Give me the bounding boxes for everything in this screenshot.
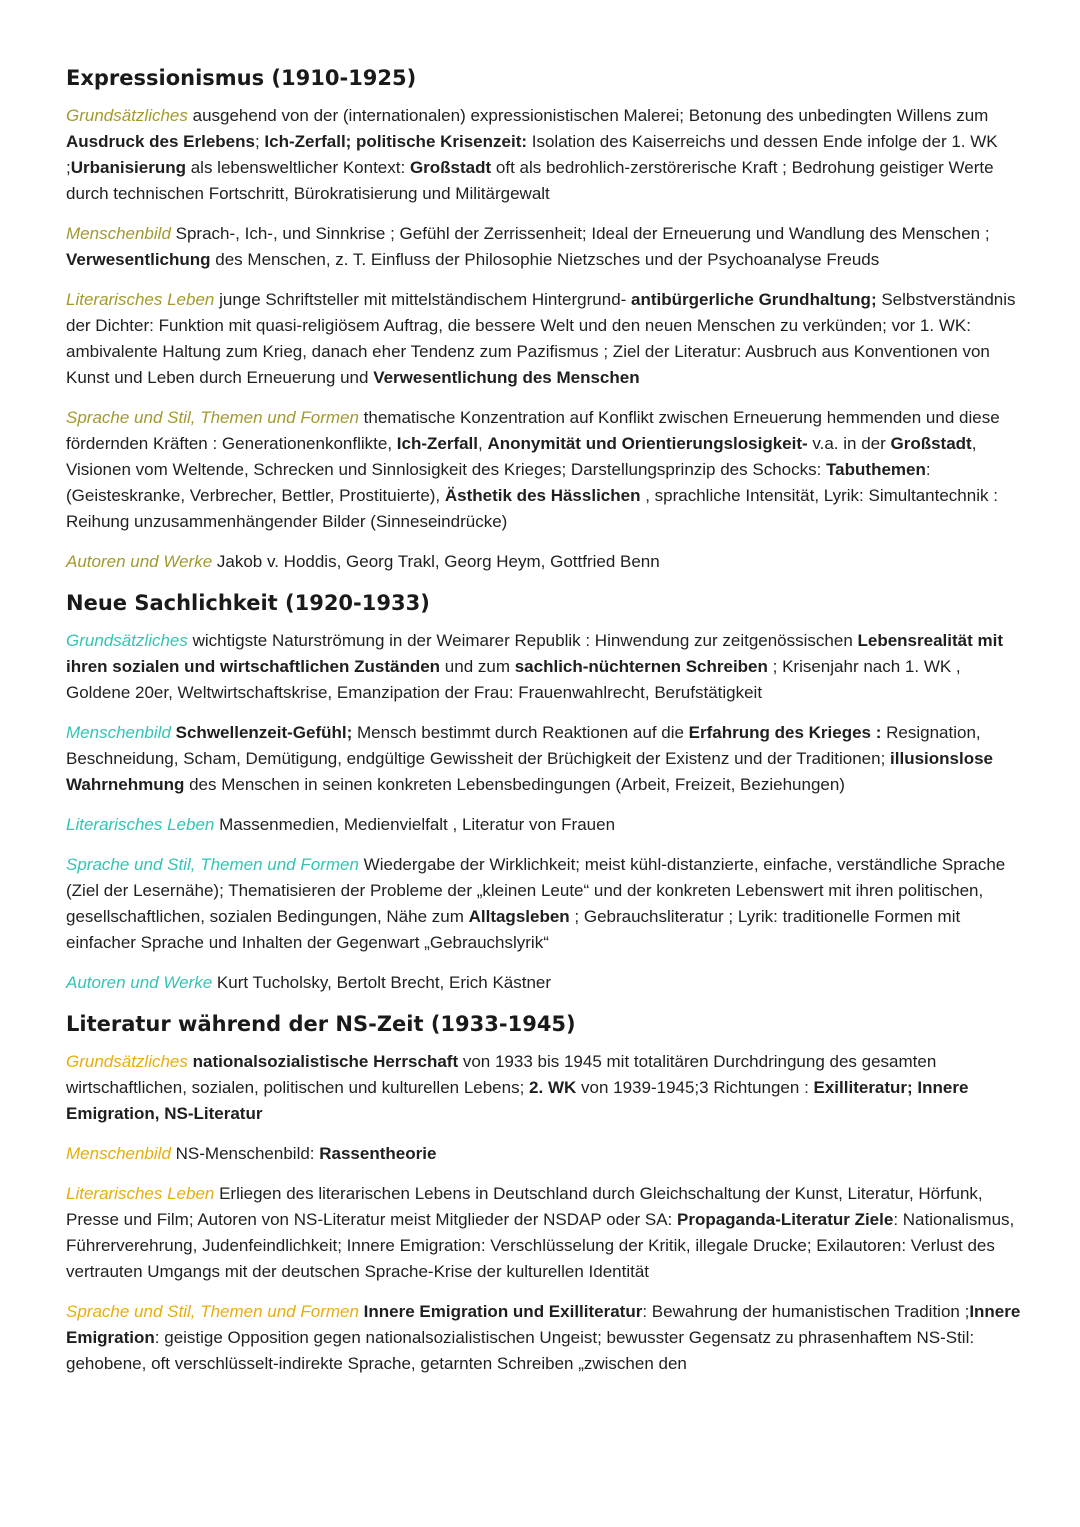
bold-text: Verwesentlichung des Menschen (373, 368, 640, 387)
bold-text: Innere Emigration und Exilliteratur (363, 1302, 643, 1321)
paragraph-label: Sprache und Stil, Themen und Formen (66, 1302, 359, 1321)
paragraph (66, 549, 1024, 575)
text: junge Schriftsteller mit mittelständischem Hintergrund- (214, 290, 632, 309)
bold-text: Propaganda-Literatur Ziele (677, 1210, 894, 1229)
bold-text: Alltagsleben (468, 907, 570, 926)
text: : geistige Opposition gegen nationalsozialistischen Ungeist; bewusster Gegensatz zu phrasenhaftem NS-Stil: gehobene, oft verschlüsselt-indirekte Sprache, getarnten Schreiben „zwischen den (66, 1328, 975, 1373)
text: Sprach-, Ich-, und Sinnkrise ; Gefühl der Zerrissenheit; Ideal der Erneuerung und Wandlung des Menschen ; (170, 224, 990, 243)
text: von 1933 bis 1945 mit totalitären Durchdringung des gesamten wirtschaftlichen, sozialen, politischen und kulturellen Lebens; (66, 1052, 937, 1097)
bold-text: Schwellenzeit-Gefühl; (175, 723, 353, 742)
paragraph (66, 812, 1024, 838)
text: : Bewahrung der humanistischen Tradition ; (642, 1302, 970, 1321)
text: Isolation des Kaiserreichs und dessen Ende infolge der 1. WK ; (66, 132, 998, 177)
text: des Menschen, z. T. Einfluss der Philosophie Nietzsches und der Psychoanalyse Freuds (210, 250, 880, 269)
bold-text: Ich-Zerfall; politische Krisenzeit: (264, 132, 528, 151)
bold-text: Großstadt (409, 158, 492, 177)
bold-text: illusionslose Wahrnehmung (66, 749, 994, 794)
paragraph-label: Sprache und Stil, Themen und Formen (66, 408, 359, 427)
text: wichtigste Naturströmung in der Weimarer Republik : Hinwendung zur zeitgenössischen (187, 631, 858, 650)
paragraph (66, 1141, 1024, 1167)
paragraph-label: Menschenbild (66, 723, 171, 742)
bold-text: nationalsozialistische Herrschaft (192, 1052, 459, 1071)
text: NS-Menschenbild: (170, 1144, 320, 1163)
text: Selbstverständnis der Dichter: Funktion mit quasi-religiösem Auftrag, die bessere Welt und den neuen Menschen zu verkünden; vor 1. WK: ambivalente Haltung zum Krieg, danach eher Tendenz zum Pazifismus ; Ziel der Literatur: Ausbruch aus Konventionen von Kunst und Leben durch Erneuerung und (66, 290, 1016, 387)
text: oft als bedrohlich-zerstörerische Kraft ; Bedrohung geistiger Werte durch technischen Fortschritt, Bürokratisierung und Militärgewalt (66, 158, 994, 203)
paragraph-label: Sprache und Stil, Themen und Formen (66, 855, 359, 874)
paragraph (66, 970, 1024, 996)
paragraph (66, 1049, 1024, 1127)
section (66, 589, 1024, 996)
section-title: Expressionismus (1910-1925) (66, 66, 417, 90)
bold-text: Ästhetik des Hässlichen (444, 486, 641, 505)
paragraph (66, 221, 1024, 273)
section-title: Neue Sachlichkeit (1920-1933) (66, 591, 430, 615)
text: Wiedergabe der Wirklichkeit; meist kühl-distanzierte, einfache, verständliche Sprache (Ziel der Lesernähe); Thematisieren der Probleme der „kleinen Leute“ und der konkreten Lebenswert mit ihren politischen, gesellschaftlichen, sozialen Bedingungen, Nähe zum (66, 855, 1006, 926)
text: von 1939-1945;3 Richtungen : (576, 1078, 814, 1097)
bold-text: sachlich-nüchternen Schreiben (514, 657, 768, 676)
text: ausgehend von der (internationalen) expressionistischen Malerei; Betonung des unbedingten Willens zum (187, 106, 989, 125)
paragraph-label: Grundsätzliches (66, 106, 188, 125)
paragraph (66, 720, 1024, 798)
bold-text: Urbanisierung (70, 158, 186, 177)
paragraph-label: Grundsätzliches (66, 631, 188, 650)
text: Massenmedien, Medienvielfalt , Literatur von Frauen (214, 815, 616, 834)
paragraph (66, 287, 1024, 391)
paragraph-label: Literarisches Leben (66, 290, 215, 309)
paragraph (66, 1299, 1024, 1377)
bold-text: antibürgerliche Grundhaltung; (631, 290, 877, 309)
bold-text: Anonymität und Orientierungslosigkeit- (487, 434, 808, 453)
text: , Visionen vom Weltende, Schrecken und Sinnlosigkeit des Krieges; Darstellungsprinzip des Schocks: (66, 434, 977, 479)
paragraph-label: Autoren und Werke (66, 973, 213, 992)
text: ; Krisenjahr nach 1. WK , Goldene 20er, Weltwirtschaftskrise, Emanzipation der Frau: Frauenwahlrecht, Berufstätigkeit (66, 657, 961, 702)
bold-text: 2. WK (529, 1078, 577, 1097)
text: und zum (440, 657, 515, 676)
paragraph (66, 405, 1024, 535)
text: v.a. in der (807, 434, 891, 453)
text: ; (254, 132, 265, 151)
text: : Nationalismus, Führerverehrung, Judenfeindlichkeit; Innere Emigration: Verschlüsselung der Kritik, illegale Drucke; Exilautoren: Verlust des vertrauten Umgangs mit der deutschen Sprache-Krise der kulturellen Identität (66, 1210, 1015, 1281)
text: als lebensweltlicher Kontext: (185, 158, 410, 177)
text: Mensch bestimmt durch Reaktionen auf die (352, 723, 689, 742)
bold-text: Tabuthemen (826, 460, 926, 479)
text: thematische Konzentration auf Konflikt zwischen Erneuerung hemmenden und diese fördernden Kräften : Generationenkonflikte, (66, 408, 1000, 453)
text: Kurt Tucholsky, Bertolt Brecht, Erich Kästner (212, 973, 552, 992)
text: , (478, 434, 488, 453)
section (66, 1010, 1024, 1377)
paragraph (66, 1181, 1024, 1285)
bold-text: Großstadt (890, 434, 972, 453)
paragraph (66, 628, 1024, 706)
paragraph (66, 103, 1024, 207)
text: Resignation, Beschneidung, Scham, Demütigung, endgültige Gewissheit der Brüchigkeit der Existenz und der Traditionen; (66, 723, 981, 768)
paragraph-label: Literarisches Leben (66, 1184, 215, 1203)
paragraph-label: Menschenbild (66, 1144, 171, 1163)
bold-text: Verwesentlichung (66, 250, 211, 269)
bold-text: Ausdruck des Erlebens (66, 132, 255, 151)
bold-text: Erfahrung des Krieges : (688, 723, 882, 742)
bold-text: Ich-Zerfall (396, 434, 479, 453)
bold-text: Lebensrealität mit ihren sozialen und wirtschaftlichen Zuständen (66, 631, 1003, 676)
text: Jakob v. Hoddis, Georg Trakl, Georg Heym, Gottfried Benn (212, 552, 660, 571)
bold-text: Innere Emigration (66, 1302, 1021, 1347)
bold-text: Exilliteratur; Innere Emigration, NS-Literatur (66, 1078, 969, 1123)
text: : (Geisteskranke, Verbrecher, Bettler, Prostituierte), (66, 460, 931, 505)
text: des Menschen in seinen konkreten Lebensbedingungen (Arbeit, Freizeit, Beziehungen) (184, 775, 845, 794)
section-title: Literatur während der NS-Zeit (1933-1945) (66, 1012, 576, 1036)
paragraph-label: Literarisches Leben (66, 815, 215, 834)
text: , sprachliche Intensität, Lyrik: Simultantechnik : Reihung unzusammenhängender Bilder (Sinneseindrücke) (66, 486, 998, 531)
paragraph-label: Menschenbild (66, 224, 171, 243)
section (66, 64, 1024, 575)
text: Erliegen des literarischen Lebens in Deutschland durch Gleichschaltung der Kunst, Literatur, Hörfunk, Presse und Film; Autoren von NS-Literatur meist Mitglieder der NSDAP oder SA: (66, 1184, 983, 1229)
paragraph-label: Grundsätzliches (66, 1052, 188, 1071)
bold-text: Rassentheorie (319, 1144, 437, 1163)
paragraph (66, 852, 1024, 956)
text: ; Gebrauchsliteratur ; Lyrik: traditionelle Formen mit einfacher Sprache und Inhalten der Gegenwart „Gebrauchslyrik“ (66, 907, 961, 952)
paragraph-label: Autoren und Werke (66, 552, 213, 571)
